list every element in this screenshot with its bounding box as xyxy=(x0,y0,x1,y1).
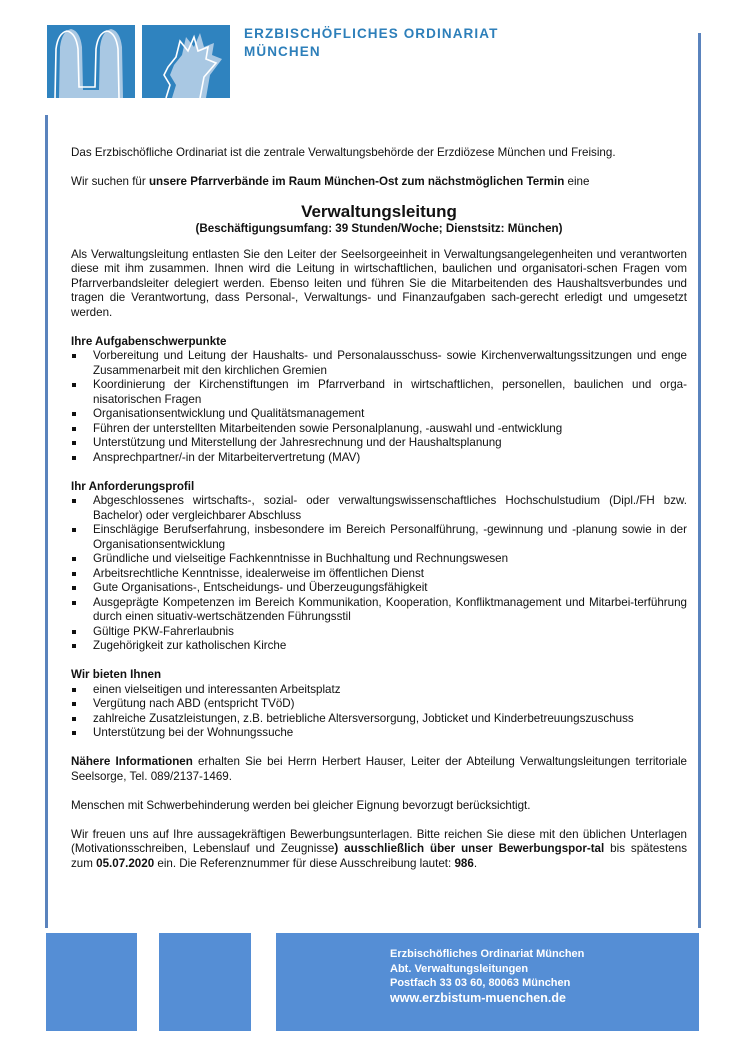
application-text-3: bis spätestens zum xyxy=(71,842,688,870)
job-title-block xyxy=(71,202,687,236)
list-item: Gültige PKW-Fahrerlaubnis xyxy=(71,625,687,640)
job-title: Verwaltungsleitung xyxy=(301,201,457,221)
list-item: Einschlägige Berufserfahrung, insbesondere im Bereich Personalführung, -gewinnung und -planung sowie in der Organisationsentwicklung xyxy=(71,523,687,552)
list-item: Ansprechpartner/-in der Mitarbeitervertretung (MAV) xyxy=(71,451,687,466)
contact-bold: Nähere Informationen xyxy=(71,755,193,768)
list-item: zahlreiche Zusatzleistungen, z.B. betriebliche Altersversorgung, Jobticket und Kinderbetreuungszuschuss xyxy=(71,712,687,727)
footer-website-link[interactable]: www.erzbistum-muenchen.de xyxy=(390,990,566,1005)
footer-address xyxy=(390,947,584,1005)
crowned-moor-head-icon xyxy=(142,25,230,98)
right-border-line xyxy=(698,33,701,928)
list-item: Zugehörigkeit zur katholischen Kirche xyxy=(71,639,687,654)
footer-postal: Postfach 33 03 60, 80063 München xyxy=(390,977,571,989)
footer-dept: Abt. Verwaltungsleitungen xyxy=(390,962,529,975)
footer-address-box xyxy=(276,933,699,1031)
contact-text: erhalten Sie bei Herrn Herbert Hauser, Leiter der Abteilung Verwaltungsleitungen territoriale Seelsorge, Tel. 089/2137-1469. xyxy=(71,755,687,783)
list-item: Gründliche und vielseitige Fachkenntnisse in Buchhaltung und Rechnungswesen xyxy=(71,552,687,567)
intro-line: Das Erzbischöfliche Ordinariat ist die zentrale Verwaltungsbehörde der Erzdiözese München und Freising. xyxy=(71,146,616,159)
section-heading: Wir bieten Ihnen xyxy=(71,668,162,681)
list-item: Arbeitsrechtliche Kenntnisse, idealerweise im öffentlichen Dienst xyxy=(71,567,687,582)
section-heading: Ihr Anforderungsprofil xyxy=(71,479,195,493)
frauenkirche-towers-icon xyxy=(47,25,135,98)
list-item: Unterstützung bei der Wohnungssuche xyxy=(71,726,687,741)
application-text-1: Wir freuen uns auf Ihre aussagekräftigen Bewerbungsunterlagen. Bitte reichen Sie diese mit den üblichen Unterlagen (Motivationsschreiben, Lebenslauf und Zeugnisse xyxy=(71,827,687,855)
list-item: Vorbereitung und Leitung der Haushalts- und Personalausschuss- sowie Kirchenverwaltungssitzungen und enge Zusammenarbeit mit den kirchlichen Gremien xyxy=(71,349,687,378)
list-item: Vergütung nach ABD (entspricht TVöD) xyxy=(71,697,687,712)
job-subtitle: (Beschäftigungsumfang: 39 Stunden/Woche; Dienstsitz: München) xyxy=(195,221,563,235)
section-tasks xyxy=(71,335,687,466)
list-item: Organisationsentwicklung und Qualitätsmanagement xyxy=(71,407,687,422)
left-border-line xyxy=(45,115,48,928)
list-item: Abgeschlossenes wirtschafts-, sozial- oder verwaltungswissenschaftliches Hochschulstudium (Dipl./FH bzw. Bachelor) oder vergleichbarer Abschluss xyxy=(71,494,687,523)
application-text-5: . xyxy=(473,856,478,870)
list-item: Unterstützung und Miterstellung der Jahresrechnung und der Haushaltsplanung xyxy=(71,436,687,451)
org-name-line1: ERZBISCHÖFLICHES ORDINARIAT xyxy=(244,26,499,41)
list-item: Führen der unterstellten Mitarbeitenden sowie Personalplanung, -auswahl und -entwicklung xyxy=(71,422,687,437)
list-item: Ausgeprägte Kompetenzen im Bereich Kommunikation, Kooperation, Konfliktmanagement und Mitarbei-terführung durch einen situativ-wertschätzenden Führungsstil xyxy=(71,596,687,625)
footer-decor-box-2 xyxy=(159,933,251,1031)
org-title xyxy=(244,25,498,61)
search-line-pre: Wir suchen für xyxy=(71,175,149,188)
section-benefits xyxy=(71,668,687,741)
search-line xyxy=(71,175,687,190)
search-line-bold: unsere Pfarrverbände im Raum München-Ost zum nächstmöglichen Termin xyxy=(148,175,565,188)
job-posting-body xyxy=(71,146,687,871)
section-heading: Ihre Aufgabenschwerpunkte xyxy=(71,334,227,348)
application-info xyxy=(71,828,687,872)
list-item: Gute Organisations-, Entscheidungs- und Überzeugungsfähigkeit xyxy=(71,581,687,596)
org-name-line2: MÜNCHEN xyxy=(244,44,321,59)
disability-note: Menschen mit Schwerbehinderung werden bei gleicher Eignung bevorzugt berücksichtigt. xyxy=(71,798,531,812)
application-text-4: ein. Die Referenznummer für diese Ausschreibung lautet: xyxy=(154,856,455,870)
application-deadline: 05.07.2020 xyxy=(96,856,155,870)
contact-info xyxy=(71,755,687,784)
job-description: Als Verwaltungsleitung entlasten Sie den Leiter der Seelsorgeeinheit in Verwaltungsangelegenheiten und verantworten diese mit ihm zusammen. Ihnen wird die Leitung in wirtschaftlichen, baulichen und organisatori-schen Fragen vom Pfarrverbandsleiter delegiert werden. Ebenso leiten und führen Sie die Mitarbeitenden des Haushaltsverbundes und tragen die Verantwortung, dass Personal-, Verwaltungs- und Finanzaufgaben sach-gerecht erledigt und umgesetzt werden. xyxy=(71,247,687,319)
footer-org: Erzbischöfliches Ordinariat München xyxy=(390,948,585,960)
application-portal: ) ausschließlich über unser Bewerbungspor-tal xyxy=(334,842,605,855)
section-requirements xyxy=(71,480,687,654)
reference-number: 986 xyxy=(454,856,474,870)
search-line-post: eine xyxy=(564,175,590,188)
footer-decor-box-1 xyxy=(46,933,137,1031)
list-item: Koordinierung der Kirchenstiftungen im Pfarrverband in wirtschaftlichen, personellen, baulichen und orga-nisatorischen Fragen xyxy=(71,378,687,407)
list-item: einen vielseitigen und interessanten Arbeitsplatz xyxy=(71,683,687,698)
